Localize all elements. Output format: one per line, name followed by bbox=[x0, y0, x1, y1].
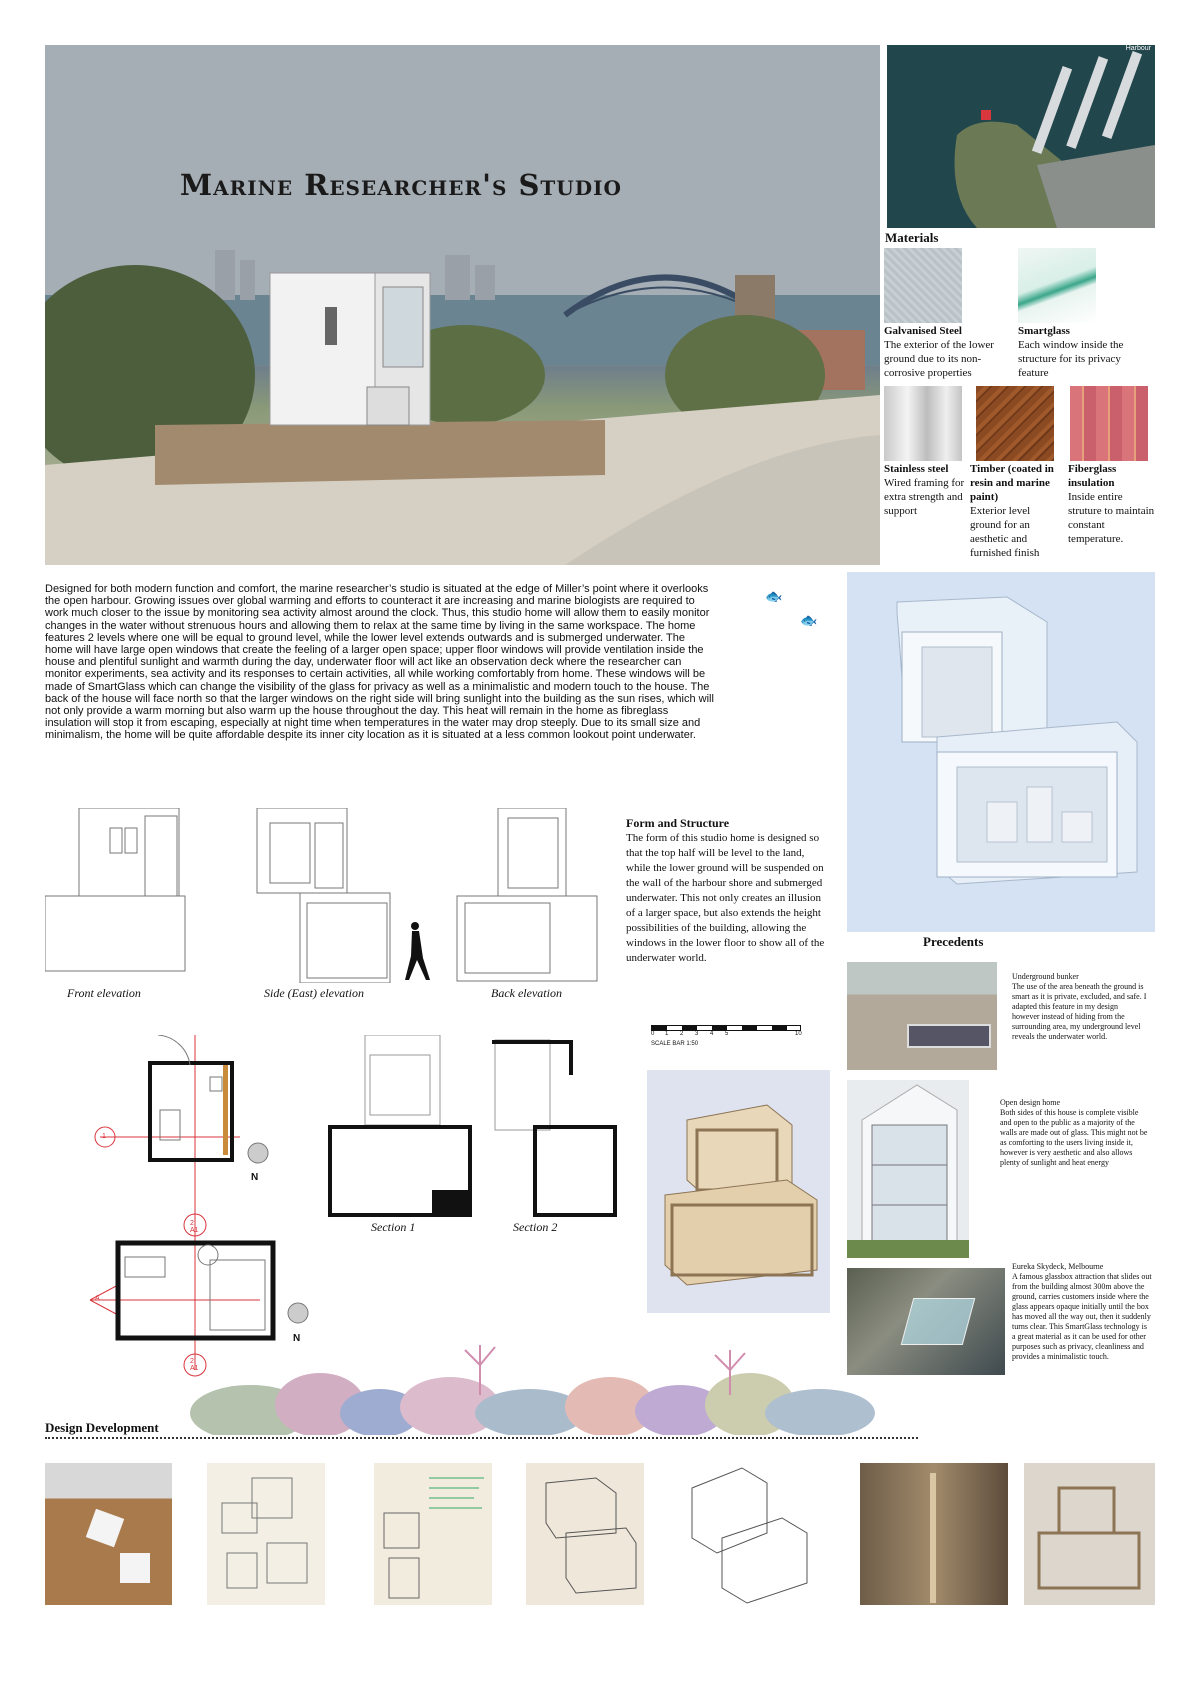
coral-decoration bbox=[190, 1335, 880, 1435]
precedent-text: The use of the area beneath the ground is smart as it is private, excluded, and safe. I adapted this feature in my design however instead of hiding from the surrounding area, my underground level reveals the underwater world. bbox=[1012, 982, 1147, 1041]
precedent-text: A famous glassbox attraction that slides out from the building almost 300m above the ground, carries customers inside where the glass appears opaque initially until the box has moved all the way out, then it suddenly turns clear. This SmartGlass technology is a great material as it can be used for other purposes such as privacy, cleanliness and provides a minimalistic touch. bbox=[1012, 1272, 1152, 1361]
render-graphic bbox=[847, 572, 1155, 932]
precedent-open-home bbox=[1000, 1098, 1150, 1168]
dd-sketch-3 bbox=[526, 1463, 644, 1605]
dd-photo-stairs bbox=[860, 1463, 1008, 1605]
glass-box bbox=[901, 1298, 976, 1345]
side-elevation-label: Side (East) elevation bbox=[264, 986, 364, 1000]
bunker-window bbox=[907, 1024, 991, 1048]
smartglass-swatch bbox=[1018, 248, 1096, 323]
section-1-label: Section 1 bbox=[371, 1220, 416, 1234]
scale-tick: 3 bbox=[695, 1031, 699, 1037]
hero-scene bbox=[45, 45, 880, 565]
scale-tick: 4 bbox=[710, 1031, 714, 1037]
model-graphic bbox=[1024, 1463, 1155, 1605]
dd-photo-desk bbox=[45, 1463, 172, 1605]
material-desc: Wired framing for extra strength and support bbox=[884, 477, 965, 517]
physical-model-photo bbox=[647, 1070, 830, 1313]
material-desc: Each window inside the structure for its privacy feature bbox=[1018, 339, 1124, 379]
precedent-title: Eureka Skydeck, Melbourne bbox=[1012, 1262, 1104, 1271]
scale-tick: 5 bbox=[725, 1031, 729, 1037]
form-heading: Form and Structure bbox=[626, 816, 730, 830]
material-desc: The exterior of the lower ground due to its non-corrosive properties bbox=[884, 339, 994, 379]
precedent-bunker-photo bbox=[847, 962, 997, 1070]
materials-heading: Materials bbox=[885, 230, 939, 245]
map-graphic bbox=[887, 45, 1155, 228]
stair-pole bbox=[930, 1473, 936, 1603]
design-development-heading: Design Development bbox=[45, 1420, 159, 1435]
material-desc: Exterior level ground for an aesthetic and furnished finish bbox=[970, 505, 1040, 559]
precedent-title: Underground bunker bbox=[1012, 972, 1079, 981]
scale-label: SCALE BAR 1:50 bbox=[651, 1041, 699, 1047]
back-elevation-label: Back elevation bbox=[491, 986, 562, 1000]
precedents-heading: Precedents bbox=[923, 934, 984, 949]
material-desc: Inside entire struture to maintain constant temperature. bbox=[1068, 491, 1155, 545]
form-structure bbox=[626, 816, 831, 966]
map-label: Harbour bbox=[1125, 45, 1151, 52]
paper-model bbox=[120, 1553, 150, 1583]
section-marker-sub: A1 bbox=[190, 1365, 199, 1372]
precedent-title: Open design home bbox=[1000, 1098, 1060, 1107]
section-marker-num: 2 bbox=[190, 1220, 194, 1227]
material-timber bbox=[970, 462, 1062, 560]
project-description: Designed for both modern function and comfort, the marine researcher’s studio is situated at the edge of Miller’s point where it overlooks the open harbour. Growing issues over global warming and efforts to counteract it are increasing and marine biologists are required to work much closer to the issue by monitoring sea activity almost around the clock. Thus, this studio home will allow them to easily monitor changes in the water without strenuous hours and allowing them to relax at the same time by living in the same workspace. The home features 2 levels where one will be equal to ground level, while the lower level extends outwards and is submerged underwater. The home will have large open windows that create the feeling of a larger open space; upper floor windows will provide ventilation inside the house and plentiful sunlight and warmth during the day, underwater floor will act like an observation deck where the researcher can monitor experiments, sea activity and its responses to certain activities, all while working comfortably from home. These windows will be made of SmartGlass which can change the visibility of the glass for privacy as well as a minimalistic and modern touch to the house. The back of the house will face north so that the larger windows on the right side will bring sunlight into the building as the sun rises, which will not only provide a warm morning but also warm up the house throughout the day. This heat will remain in the home as fibreglass insulation will stop it from escaping, especially at night time when temperatures in the water may drop steeply. Due to its small size and minimalism, the home will be quite affordable despite its inner city location as it is situated at a less common lookout point underwater. bbox=[45, 583, 714, 742]
sketch-graphic bbox=[207, 1463, 325, 1605]
section-2-label: Section 2 bbox=[513, 1220, 558, 1234]
fiberglass-swatch bbox=[1070, 386, 1148, 461]
precedent-text: Both sides of this house is complete visible and open to the public as a majority of the walls are made out of glass. This might not be as comforting to the users living inside it, however is very aesthetic and also allows plenty of sunlight and heat energy bbox=[1000, 1108, 1148, 1167]
elevations-drawings bbox=[45, 808, 605, 983]
sketch-graphic bbox=[682, 1463, 814, 1605]
material-fiberglass bbox=[1068, 462, 1158, 546]
material-name: Smartglass bbox=[1018, 325, 1070, 337]
fish-icon: 🐟 bbox=[800, 612, 818, 628]
scale-tick: 2 bbox=[680, 1031, 684, 1037]
material-stainless-steel bbox=[884, 462, 969, 518]
floor-plans bbox=[90, 1035, 320, 1385]
material-name: Stainless steel bbox=[884, 463, 949, 475]
section-marker bbox=[190, 1220, 199, 1234]
fish-icon: 🐟 bbox=[765, 588, 783, 604]
material-galvanised-steel bbox=[884, 324, 1009, 380]
material-name: Fiberglass insulation bbox=[1068, 463, 1117, 489]
scale-bar bbox=[651, 1025, 801, 1047]
section-marker-sub: A1 bbox=[190, 1227, 199, 1234]
north-label: N bbox=[293, 1333, 301, 1344]
material-name: Timber (coated in resin and marine paint) bbox=[970, 463, 1054, 503]
section-marker-num: 2 bbox=[190, 1358, 194, 1365]
section-marker: A bbox=[95, 1295, 100, 1302]
divider bbox=[45, 1437, 918, 1439]
sketch-graphic bbox=[374, 1463, 492, 1605]
galvanised-steel-swatch bbox=[884, 248, 962, 323]
dd-sketch-2 bbox=[374, 1463, 492, 1605]
scale-tick: 1 bbox=[665, 1031, 669, 1037]
form-text: The form of this studio home is designed so that the top half will be level to the land, while the lower ground will be suspended on the wall of the harbour shore and submerged underwater. This not only creates an illusion of a larger space, but also extends the height possibilities of the building, allowing the windows in the lower floor to show all of the underwater world. bbox=[626, 832, 825, 964]
scale-tick: 0 bbox=[651, 1031, 655, 1037]
dd-line-drawing bbox=[682, 1463, 814, 1605]
material-smartglass bbox=[1018, 324, 1143, 380]
stainless-steel-swatch bbox=[884, 386, 962, 461]
location-map bbox=[887, 45, 1155, 228]
paper-model bbox=[86, 1509, 124, 1547]
open-home-graphic bbox=[847, 1080, 969, 1258]
north-label: N bbox=[251, 1172, 259, 1183]
precedent-bunker bbox=[1012, 972, 1147, 1042]
dd-photo-model bbox=[1024, 1463, 1155, 1605]
model-graphic bbox=[647, 1070, 830, 1313]
sections-drawings bbox=[325, 1035, 625, 1220]
axonometric-render bbox=[847, 572, 1155, 932]
section-marker: 1 bbox=[102, 1133, 106, 1140]
page-title: Marine Researcher's Studio bbox=[180, 168, 622, 202]
timber-swatch bbox=[976, 386, 1054, 461]
dd-sketch-1 bbox=[207, 1463, 325, 1605]
front-elevation-label: Front elevation bbox=[67, 986, 141, 1000]
scale-tick: 10 bbox=[795, 1031, 802, 1037]
material-name: Galvanised Steel bbox=[884, 325, 962, 337]
hero-photo bbox=[45, 45, 880, 565]
sketch-graphic bbox=[526, 1463, 644, 1605]
precedent-skydeck bbox=[1012, 1262, 1152, 1362]
precedent-open-home-photo bbox=[847, 1080, 969, 1258]
human-figure bbox=[405, 922, 430, 980]
